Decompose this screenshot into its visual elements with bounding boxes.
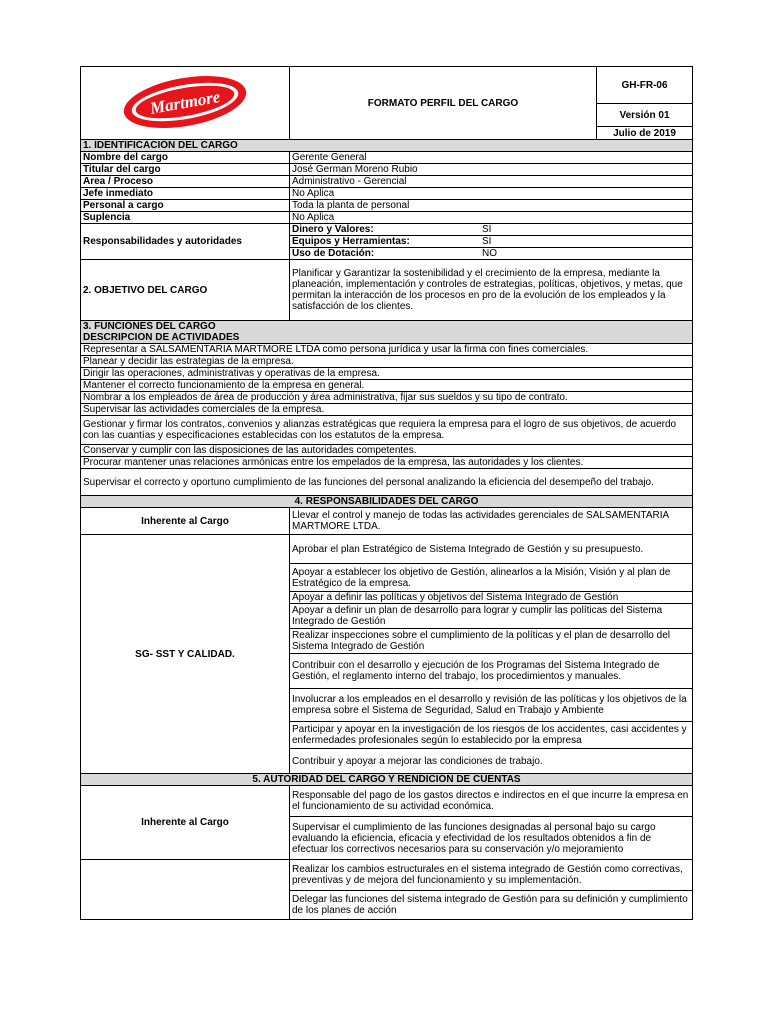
- responsabilidad-value: NO: [482, 248, 497, 259]
- sg-item: Involucrar a los empleados en el desarrollo y revisión de las políticas y los objetivos de la empresa sobre el Sistema de Seguridad, Salud en Trabajo y Ambiente: [290, 689, 693, 722]
- sg-item: Apoyar a establecer los objetivo de Gestión, alinearlos a la Misión, Visión y al plan de Estratégico de la empresa.: [290, 564, 693, 592]
- responsabilidad-label: Equipos y Herramientas: [292, 236, 407, 247]
- section-autoridad: 5. AUTORIDAD DEL CARGO Y RENDICIÓN DE CUENTAS: [81, 774, 693, 786]
- sg-item: Realizar inspecciones sobre el cumplimiento de la políticas y el plan de desarrollo del Sistema Integrado de Gestión: [290, 629, 693, 654]
- field-label: Area / Proceso: [81, 176, 290, 188]
- svg-text:Martmore: Martmore: [148, 86, 222, 118]
- field-value: José German Moreno Rubio: [290, 164, 693, 176]
- inherente-label: Inherente al Cargo: [81, 508, 290, 535]
- field-value: No Aplica: [290, 212, 693, 224]
- document-date: Julio de 2019: [597, 127, 693, 140]
- martmore-logo: [120, 74, 250, 130]
- responsabilidad-row: [290, 224, 693, 236]
- field-label: Personal a cargo: [81, 200, 290, 212]
- funcion-item: Representar a SALSAMENTARIA MARTMORE LTDA como persona jurídica y usar la firma con fines comerciales.: [81, 344, 693, 356]
- funcion-item: Supervisar las actividades comerciales de la empresa.: [81, 404, 693, 416]
- funcion-item: Nombrar a los empleados de área de producción y área administrativa, fijar sus sueldos y su tipo de contrato.: [81, 392, 693, 404]
- field-label: Suplencia: [81, 212, 290, 224]
- field-value: Gerente General: [290, 152, 693, 164]
- perfil-cargo-table: [80, 66, 693, 920]
- section-funciones: 3. FUNCIONES DEL CARGO: [81, 321, 693, 333]
- field-label: Titular del cargo: [81, 164, 290, 176]
- responsabilidad-row: [290, 248, 693, 260]
- field-value: Toda la planta de personal: [290, 200, 693, 212]
- responsabilidad-label: Uso de Dotación: [292, 248, 371, 259]
- funcion-item: Conservar y cumplir con las disposiciones de las autoridades competentes.: [81, 445, 693, 457]
- responsabilidad-value: SI: [482, 236, 492, 247]
- autoridad-inherente-label: Inherente al Cargo: [81, 786, 290, 860]
- sg-item: Contribuir y apoyar a mejorar las condiciones de trabajo.: [290, 749, 693, 774]
- autoridad-item: Supervisar el cumplimiento de las funciones designadas al personal bajo su cargo evaluando la eficiencia, eficacia y efectividad de los resultados obtenidos a fin de efectuar los correctivos necesarios para su conservación y/o mejoramiento: [290, 817, 693, 860]
- field-value: Administrativo - Gerencial: [290, 176, 693, 188]
- sg-item: Participar y apoyar en la investigación de los riesgos de los accidentes, casi accidentes y enfermedades profesionales según lo establecido por la empresa: [290, 722, 693, 749]
- sg-item: Apoyar a definir un plan de desarrollo para lograr y cumplir las políticas del Sistema Integrado de Gestión: [290, 604, 693, 629]
- responsabilidad-sep: :: [370, 224, 374, 235]
- inherente-text: Llevar el control y manejo de todas las actividades gerenciales de SALSAMENTARIA MARTMORE LTDA.: [290, 508, 693, 535]
- objetivo-text: Planificar y Garantizar la sostenibilidad y el crecimiento de la empresa, mediante la planeación, implementación y controles de estrategias, políticas, objetivos, y metas, que permitan la interacción de los procesos en pro de la evolución de los empleados y la satisfacción de los clientes.: [290, 260, 693, 321]
- responsabilidad-value: SI: [482, 224, 492, 235]
- autoridad-item: Delegar las funciones del sistema integrado de Gestión para su definición y cumplimiento de los planes de acción: [290, 891, 693, 920]
- sg-item: Apoyar a definir las políticas y objetivos del Sistema Integrado de Gestión: [290, 592, 693, 604]
- objetivo-label: 2. OBJETIVO DEL CARGO: [81, 260, 290, 321]
- responsabilidad-sep: :: [406, 236, 410, 247]
- funcion-item: Dirigir las operaciones, administrativas y operativas de la empresa.: [81, 368, 693, 380]
- logo-cell: [81, 67, 290, 140]
- document-version: Versión 01: [597, 104, 693, 127]
- funcion-item: Supervisar el correcto y oportuno cumplimiento de las funciones del personal analizando la eficiencia del desempeño del trabajo.: [81, 469, 693, 496]
- field-label: Jefe inmediato: [81, 188, 290, 200]
- sg-sst-label: SG- SST Y CALIDAD.: [81, 535, 290, 774]
- field-label: Nombre del cargo: [81, 152, 290, 164]
- autoridad-blank-cell: [81, 860, 290, 920]
- document: [80, 66, 692, 920]
- sg-item: Contribuir con el desarrollo y ejecución de los Programas del Sistema Integrado de Gestión, el reglamento interno del trabajo, los procedimientos y manuales.: [290, 654, 693, 689]
- responsabilidad-sep: :: [370, 248, 375, 259]
- document-code: GH-FR-06: [597, 67, 693, 104]
- responsabilidad-row: [290, 236, 693, 248]
- field-value: No Aplica: [290, 188, 693, 200]
- funcion-item: Planear y decidir las estrategias de la empresa.: [81, 356, 693, 368]
- funcion-item: Procurar mantener unas relaciones armónicas entre los empelados de la empresa, las autoridades y los clientes.: [81, 457, 693, 469]
- responsabilidad-label: Dinero y Valores: [292, 224, 371, 235]
- section-responsabilidades: 4. RESPONSABILIDADES DEL CARGO: [81, 496, 693, 508]
- funcion-item: Mantener el correcto funcionamiento de la empresa en general.: [81, 380, 693, 392]
- funcion-item: Gestionar y firmar los contratos, convenios y alianzas estratégicas que requiera la empresa para el logro de sus objetivos, de acuerdo con las cuantías y especificaciones establecidas con los estatutos de la empresa.: [81, 416, 693, 445]
- autoridad-item: Responsable del pago de los gastos directos e indirectos en el que incurre la empresa en el funcionamiento de su actividad económica.: [290, 786, 693, 817]
- autoridad-item: Realizar los cambios estructurales en el sistema integrado de Gestión como correctivas, preventivas y de mejora del funcionamiento y su implementación.: [290, 860, 693, 891]
- sg-item: Aprobar el plan Estratégico de Sistema Integrado de Gestión y su presupuesto.: [290, 535, 693, 564]
- funciones-subtitle: DESCRIPCIÓN DE ACTIVIDADES: [81, 332, 693, 344]
- document-title: FORMATO PERFIL DEL CARGO: [290, 67, 597, 140]
- responsabilidades-label: Responsabilidades y autoridades: [81, 224, 290, 260]
- section-identificacion: 1. IDENTIFICACIÓN DEL CARGO: [81, 140, 693, 152]
